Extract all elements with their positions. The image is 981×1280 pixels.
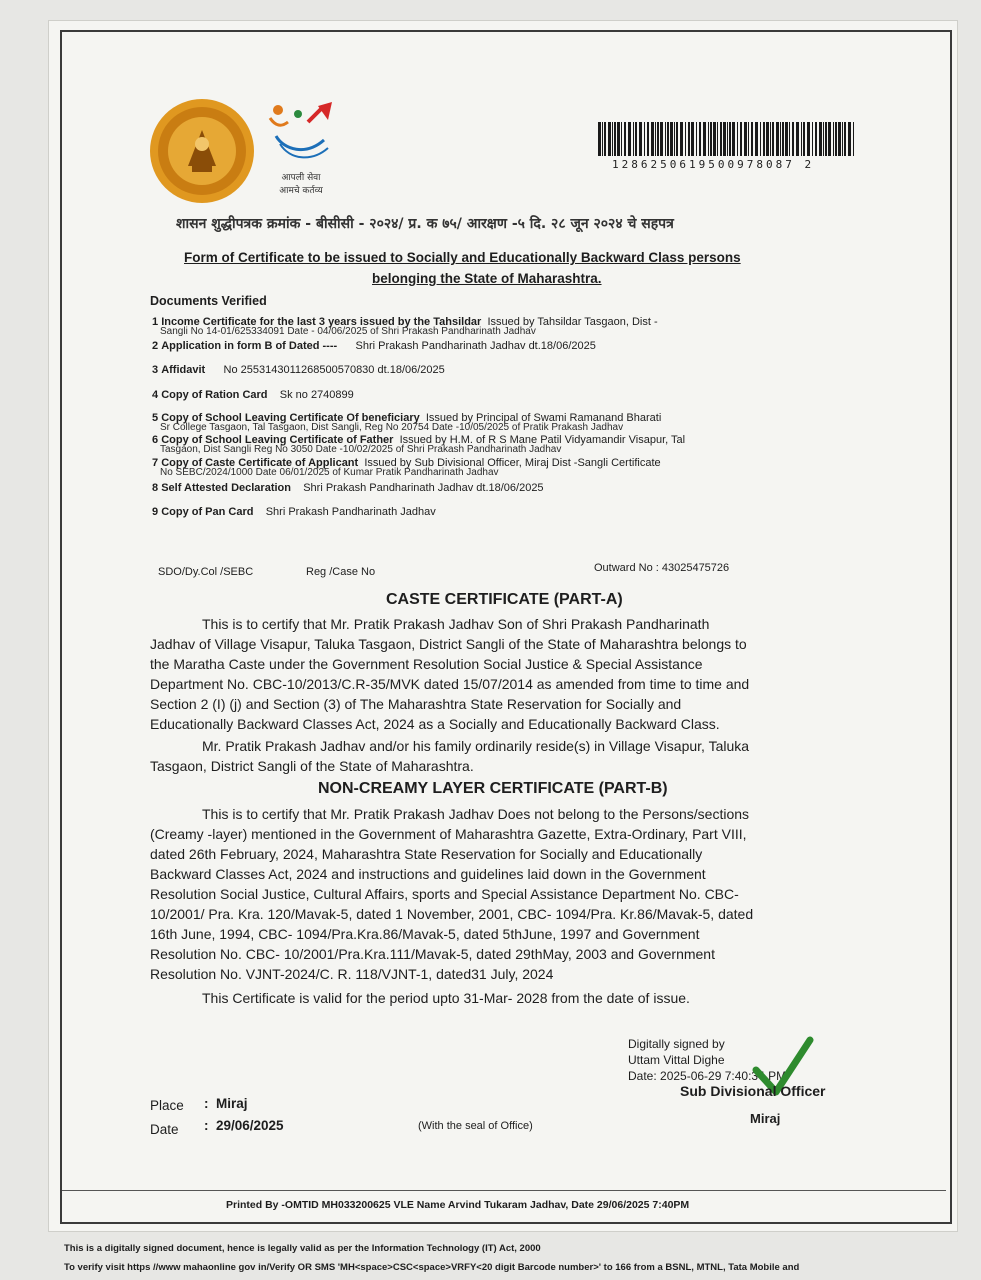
barcode: [596, 122, 858, 156]
barcode-bar: [819, 122, 822, 156]
barcode-bar: [717, 122, 718, 156]
document-overlay-text: Sangli No 14-01/625334091 Date - 04/06/2025 of Shri Prakash Pandharinath Jadhav: [160, 326, 536, 337]
document-overlay-text: Sr College Tasgaon, Tal Tasgaon, Dist Sangli, Reg No 20754 Date -10/05/2025 of Pratik Prakash Jadhav: [160, 422, 624, 433]
barcode-bar: [780, 122, 781, 156]
part-a-heading: CASTE CERTIFICATE (PART-A): [386, 591, 623, 608]
barcode-bar: [823, 122, 824, 156]
barcode-bar: [676, 122, 678, 156]
barcode-bar: [792, 122, 794, 156]
part-a-body: This is to certify that Mr. Pratik Prakash Jadhav Son of Shri Prakash Pandharinath Jadhav of Village Visapur, Taluka Tasgaon, District Sangli of the State of Maharashtra belongs to the Maratha Caste under the Government Resolution Social Justice & Special Assistance Department No. CBC-10/2013/C.R-35/MVK dated 15/07/2014 as amended from time to time and Section 2 (I) (j) and Section (3) of The Maharashtra State Reservation for Socially and Educationally Backward Classes Act, 2024 as a Socially and Educationally Backward Class. Mr. Pratik Prakash Jadhav and/or his family ordinarily reside(s) in Village Visapur, Taluka Tasgaon, District Sangli of the State of Maharashtra.: [150, 616, 750, 774]
barcode-bar: [772, 122, 774, 156]
document-item: 3 Affidavit No 2553143011268500570830 dt.18/06/2025: [152, 364, 445, 376]
documents-heading: Documents Verified: [150, 294, 267, 308]
barcode-bar: [647, 122, 649, 156]
barcode-bar: [614, 122, 616, 156]
barcode-bar: [801, 122, 802, 156]
barcode-bar: [740, 122, 742, 156]
barcode-bar: [688, 122, 690, 156]
barcode-bar: [828, 122, 831, 156]
barcode-bar: [770, 122, 771, 156]
barcode-number: 1286250619500978087 2: [612, 158, 815, 171]
barcode-bar: [833, 122, 834, 156]
barcode-bar: [751, 122, 753, 156]
barcode-bar: [825, 122, 827, 156]
gr-reference: शासन शुद्धीपत्रक क्रमांक - बीसीसी - २०२४/ प्र. क ७५/ आरक्षण -५ दि. २८ जून २०२४ चे सहपत्र: [176, 216, 674, 232]
barcode-bar: [796, 122, 799, 156]
part-b-heading: NON-CREAMY LAYER CERTIFICATE (PART-B): [318, 780, 668, 797]
barcode-bar: [755, 122, 758, 156]
barcode-bar: [665, 122, 666, 156]
place-label: Place: [150, 1098, 184, 1113]
logo-caption: आपली सेवा आमचे कर्तव्य: [279, 173, 323, 196]
form-title-line1: Form of Certificate to be issued to Socially and Educationally Backward Class persons: [184, 250, 741, 265]
form-title-line2: belonging the State of Maharashtra.: [372, 271, 602, 286]
barcode-bar: [674, 122, 675, 156]
officer-designation: Sub Divisional Officer: [680, 1083, 826, 1099]
barcode-bar: [628, 122, 631, 156]
barcode-bar: [729, 122, 731, 156]
barcode-bar: [660, 122, 663, 156]
barcode-bar: [838, 122, 841, 156]
barcode-bar: [639, 122, 642, 156]
barcode-bar: [708, 122, 709, 156]
date-value: : 29/06/2025: [204, 1118, 284, 1133]
footer-verify-note: To verify visit https //www mahaonline gov in/Verify OR SMS 'MH<space>CSC<space>VRFY<20 digit Barcode number>' to 166 from a BSNL, MTNL, Tata Mobile and: [64, 1262, 800, 1273]
date-label: Date: [150, 1122, 179, 1137]
barcode-bar: [807, 122, 810, 156]
barcode-bar: [612, 122, 613, 156]
document-item: 4 Copy of Ration Card Sk no 2740899: [152, 389, 354, 401]
barcode-bar: [617, 122, 620, 156]
barcode-bar: [691, 122, 694, 156]
barcode-bar: [598, 122, 601, 156]
barcode-bar: [744, 122, 747, 156]
barcode-bar: [853, 122, 854, 156]
barcode-bar: [680, 122, 683, 156]
barcode-bar: [696, 122, 697, 156]
barcode-bar: [844, 122, 846, 156]
document-item: 1 Income Certificate for the last 3 years issued by the Tahsildar Issued by Tahsildar Tasgaon, Dist -: [152, 316, 658, 328]
barcode-bar: [624, 122, 626, 156]
barcode-bar: [732, 122, 735, 156]
document-item: 9 Copy of Pan Card Shri Prakash Pandharinath Jadhav: [152, 506, 436, 518]
document-item: 5 Copy of School Leaving Certificate Of beneficiary Issued by Principal of Swami Ramanand Bharati: [152, 412, 662, 424]
document-item: 7 Copy of Caste Certificate of Applicant Issued by Sub Divisional Officer, Miraj Dist -Sangli Certificate: [152, 457, 661, 469]
barcode-bar: [785, 122, 788, 156]
barcode-bar: [713, 122, 716, 156]
barcode-bar: [685, 122, 686, 156]
footer-legal-note: This is a digitally signed document, hence is legally valid as per the Information Technology (IT) Act, 2000: [64, 1243, 541, 1254]
printed-by: Printed By -OMTID MH033200625 VLE Name Arvind Tukaram Jadhav, Date 29/06/2025 7:40PM: [226, 1199, 690, 1211]
barcode-bar: [703, 122, 706, 156]
maharashtra-seal-icon: [148, 96, 256, 206]
document-item: 8 Self Attested Declaration Shri Prakash Pandharinath Jadhav dt.18/06/2025: [152, 482, 544, 494]
barcode-bar: [789, 122, 790, 156]
barcode-bar: [782, 122, 784, 156]
barcode-bar: [655, 122, 656, 156]
sdo-label: SDO/Dy.Col /SEBC: [158, 566, 254, 578]
barcode-bar: [670, 122, 673, 156]
barcode-bar: [835, 122, 837, 156]
barcode-bar: [760, 122, 761, 156]
barcode-bar: [657, 122, 659, 156]
barcode-bar: [815, 122, 817, 156]
barcode-bar: [727, 122, 728, 156]
barcode-bar: [748, 122, 749, 156]
barcode-bar: [776, 122, 779, 156]
barcode-bar: [621, 122, 622, 156]
barcode-bar: [710, 122, 712, 156]
barcode-bar: [633, 122, 634, 156]
barcode-bar: [723, 122, 726, 156]
reg-case-label: Reg /Case No: [306, 566, 376, 578]
barcode-bar: [812, 122, 813, 156]
barcode-bar: [763, 122, 765, 156]
barcode-bar: [604, 122, 606, 156]
barcode-bar: [720, 122, 722, 156]
barcode-bar: [766, 122, 769, 156]
document-item: 2 Application in form B of Dated ---- Shri Prakash Pandharinath Jadhav dt.18/06/2025: [152, 340, 596, 352]
barcode-bar: [699, 122, 701, 156]
barcode-bar: [848, 122, 851, 156]
barcode-bar: [803, 122, 805, 156]
outward-number: Outward No : 43025475726: [594, 562, 730, 574]
document-item: 6 Copy of School Leaving Certificate of Father Issued by H.M. of R S Mane Patil Vidyamandir Visapur, Tal: [152, 434, 686, 446]
barcode-bar: [842, 122, 843, 156]
printed-by-divider: [62, 1190, 946, 1191]
barcode-bar: [667, 122, 669, 156]
officer-office: Miraj: [750, 1111, 781, 1126]
seal-note: (With the seal of Office): [418, 1120, 533, 1132]
barcode-bar: [644, 122, 645, 156]
digital-signature-block: Digitally signed by Uttam Vittal Dighe Date: 2025-06-29 7:40:34 PM: [628, 1037, 787, 1083]
barcode-bar: [608, 122, 611, 156]
barcode-bar: [737, 122, 738, 156]
barcode-bar: [651, 122, 654, 156]
barcode-bar: [635, 122, 637, 156]
document-overlay-text: No SEBC/2024/1000 Date 06/01/2025 of Kumar Pratik Pandharinath Jadhav: [160, 467, 499, 478]
place-value: : Miraj: [204, 1096, 248, 1111]
document-overlay-text: Tasgaon, Dist Sangli Reg No 3050 Date -10/02/2025 of Shri Prakash Pandharinath Jadhav: [160, 444, 562, 455]
barcode-bar: [602, 122, 603, 156]
part-b-body: This is to certify that Mr. Pratik Prakash Jadhav Does not belong to the Persons/sections (Creamy -layer) mentioned in the Government of Maharashtra Gazette, Extra-Ordinary, Part VIII, dated 26th February, 2024, Maharashtra State Reservation for Socially and Educationally Backward Classes Act, 2024 and instructions and guidelines laid down in the Government Resolution Social Justice, Cultural Affairs, sports and Special Assistance Department No. CBC- 10/2001/ Pra. Kra. 120/Mavak-5, dated 1 November, 2001, CBC- 1094/Pra. Kr.86/Mavak-5, dated 16th June, 1994, CBC- 1094/Pra.Kra.86/Mavak-5, dated 5thJune, 1997 and Government Resolution No. CBC- 10/2001/Pra.Kra.111/Mavak-5, dated 29thMay, 2003 and Government Resolution No. VJNT-2024/C. R. 118/VJNT-1, dated31 July, 2024 This Certificate is valid for the period upto 31-Mar- 2028 from the date of issue.: [150, 806, 754, 1006]
